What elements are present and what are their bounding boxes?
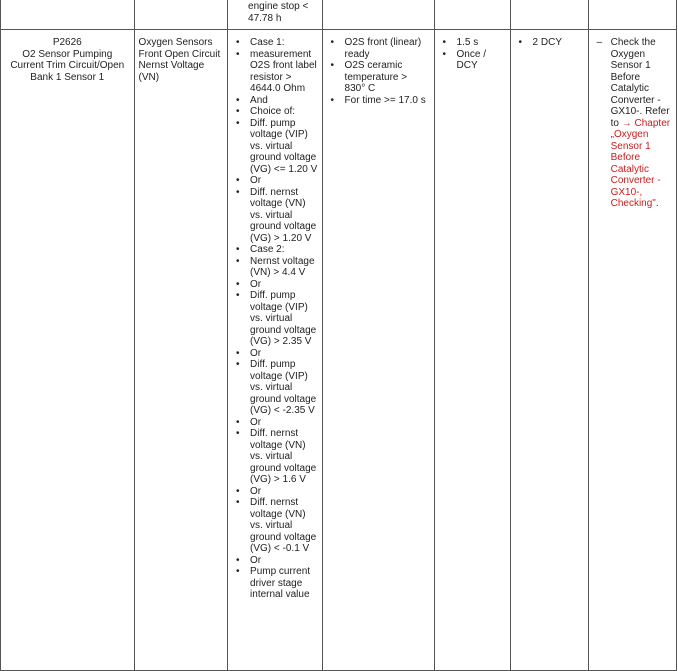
list-item: • Diff. pump voltage (VIP) vs. virtual ground voltage (VG) <= 1.20 V <box>232 118 318 176</box>
action-text: Check the Oxygen Sensor 1 Before Catalytic Converter - GX10-. Refer to <box>610 37 670 129</box>
fault-code-cell <box>1 30 135 671</box>
list-item: • Diff. nernst voltage (VN) vs. virtual ground voltage (VG) > 1.20 V <box>232 187 318 245</box>
conditions-cell <box>228 30 323 671</box>
chapter-link[interactable]: → Chapter „Oxygen Sensor 1 Before Catalytic Converter - GX10-, Checking" <box>610 117 671 209</box>
time-list <box>435 30 510 72</box>
list-item: • Or <box>232 555 318 567</box>
fault-description: Oxygen Sensors Front Open Circuit Nernst Voltage (VN) <box>138 37 221 83</box>
action-end: . <box>655 198 659 209</box>
list-item: • Or <box>232 348 318 360</box>
list-item: • Diff. nernst voltage (VN) vs. virtual ground voltage (VG) < -0.1 V <box>232 497 318 555</box>
list-item: • Once / DCY <box>439 49 506 72</box>
previous-condition-tail: engine stop < 47.78 h <box>248 1 309 24</box>
enable-list <box>323 30 434 106</box>
previous-row <box>1 0 677 30</box>
list-item: • Or <box>232 486 318 498</box>
list-item: • Diff. pump voltage (VIP) vs. virtual ground voltage (VG) > 2.35 V <box>232 290 318 348</box>
list-item: • measurement O2S front label resistor > 4644.0 Ohm <box>232 49 318 95</box>
list-item: • For time >= 17.0 s <box>327 95 430 107</box>
list-item: • Diff. pump voltage (VIP) vs. virtual ground voltage (VG) < -2.35 V <box>232 359 318 417</box>
list-item: • Or <box>232 417 318 429</box>
list-item: • Choice of: <box>232 106 318 118</box>
list-item: • Diff. nernst voltage (VN) vs. virtual ground voltage (VG) > 1.6 V <box>232 428 318 486</box>
mil-list <box>511 30 588 49</box>
description-cell <box>134 30 227 671</box>
list-item: • Case 2: <box>232 244 318 256</box>
list-item: • And <box>232 95 318 107</box>
mil-cell <box>510 30 588 671</box>
list-item: • Or <box>232 175 318 187</box>
list-item: • O2S front (linear) ready <box>327 37 430 60</box>
list-item: • Pump current driver stage internal value <box>232 566 318 601</box>
list-item: • O2S ceramic temperature > 830° C <box>327 60 430 95</box>
action-item <box>593 37 672 210</box>
action-cell <box>588 30 676 671</box>
action-list <box>589 30 676 210</box>
list-item: • 2 DCY <box>515 37 584 49</box>
list-item: • 1.5 s <box>439 37 506 49</box>
time-cell <box>434 30 510 671</box>
list-item: • Or <box>232 279 318 291</box>
fault-title: O2 Sensor Pumping Current Trim Circuit/Open Bank 1 Sensor 1 <box>10 48 125 83</box>
list-item: • Nernst voltage (VN) > 4.4 V <box>232 256 318 279</box>
conditions-list <box>228 30 322 601</box>
enable-cell <box>322 30 434 671</box>
table-row <box>1 30 677 671</box>
fault-code: P2626 <box>52 37 82 48</box>
list-item: • Case 1: <box>232 37 318 49</box>
